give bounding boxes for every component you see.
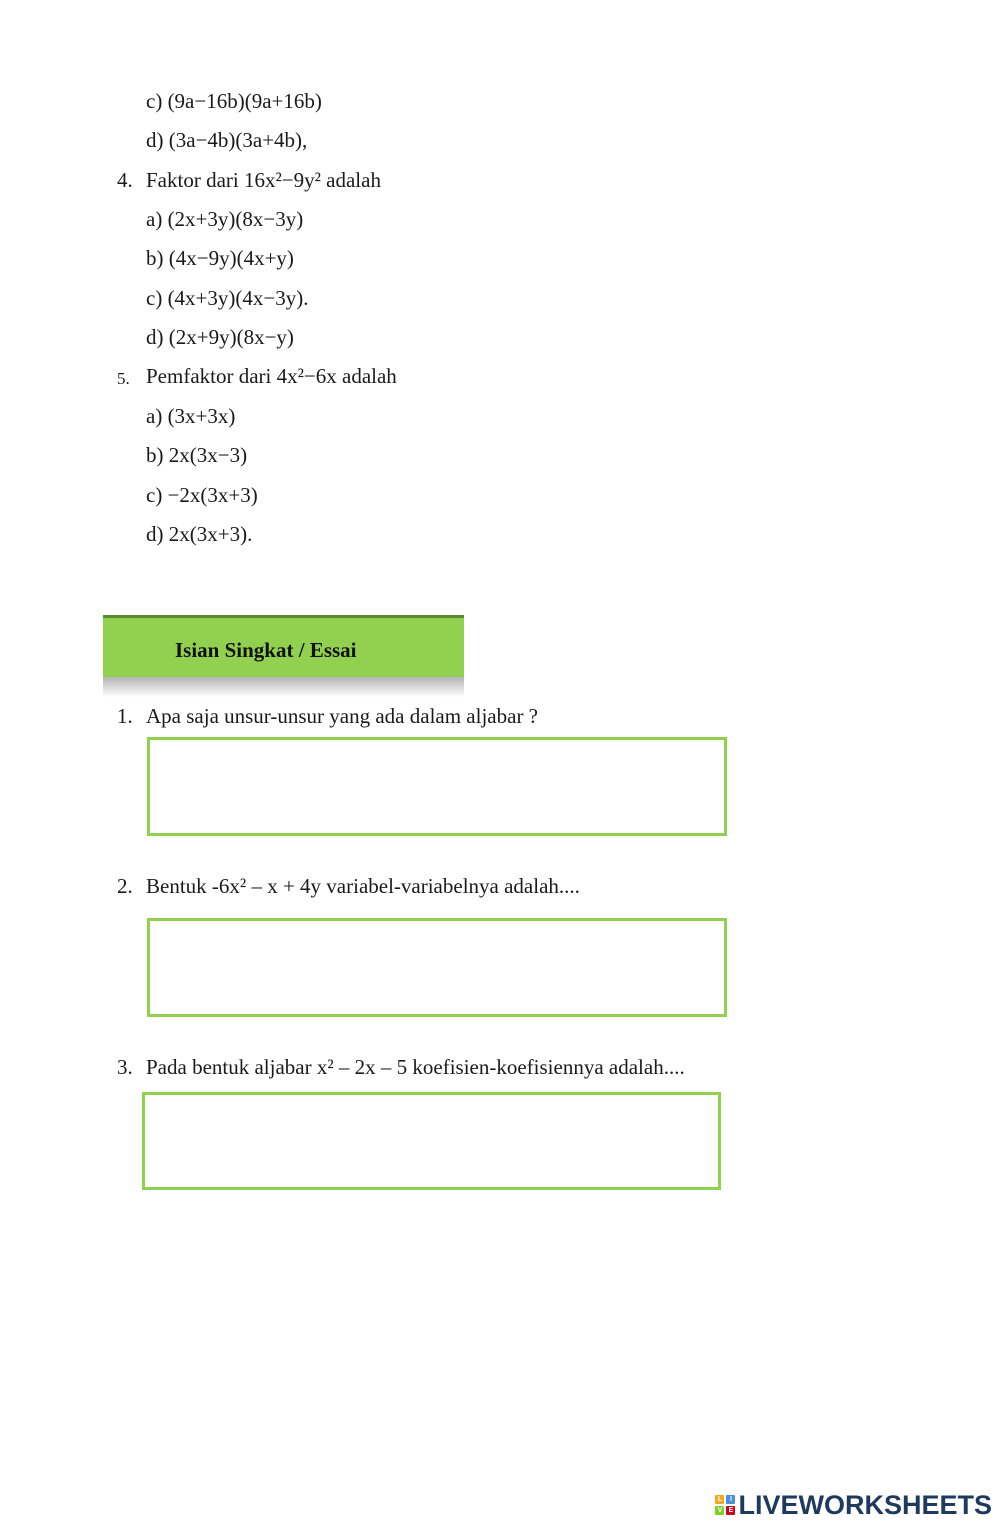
section-header-shadow [103,677,464,697]
section-title: Isian Singkat / Essai [175,638,357,662]
essay-3-answer-box[interactable] [142,1092,721,1190]
logo-letter-e: E [726,1506,735,1515]
essay-3-number: 3. [117,1055,133,1079]
q4-option-a: a) (2x+3y)(8x−3y) [146,207,304,231]
essay-1-number: 1. [117,704,133,728]
q5-text: Pemfaktor dari 4x²−6x adalah [146,364,397,388]
q4-option-c: c) (4x+3y)(4x−3y). [146,286,309,310]
logo-mark-icon [715,1495,735,1515]
logo-text: LIVEWORKSHEETS [738,1490,992,1520]
essay-2-answer-box[interactable] [147,918,727,1017]
essay-2-number: 2. [117,874,133,898]
essay-1-answer-box[interactable] [147,737,727,836]
liveworksheets-logo [715,1492,992,1518]
q5-option-b: b) 2x(3x−3) [146,443,248,467]
q4-number: 4. [117,168,133,192]
essay-2-question: Bentuk -6x² – x + 4y variabel-variabelnya adalah.... [146,874,580,898]
logo-letter-l: L [715,1495,724,1504]
logo-letter-v: V [715,1506,724,1515]
essay-3-question: Pada bentuk aljabar x² – 2x – 5 koefisien-koefisiennya adalah.... [146,1055,685,1079]
q4-text: Faktor dari 16x²−9y² adalah [146,168,381,192]
q4-option-d: d) (2x+9y)(8x−y) [146,325,294,349]
essay-1-question: Apa saja unsur-unsur yang ada dalam aljabar ? [146,704,539,728]
q3-option-d: d) (3a−4b)(3a+4b), [146,128,308,152]
q5-option-a: a) (3x+3x) [146,404,236,428]
q3-option-c: c) (9a−16b)(9a+16b) [146,89,322,113]
logo-letter-i: I [726,1495,735,1504]
q5-number: 5. [117,369,130,388]
section-header [103,615,464,677]
q4-option-b: b) (4x−9y)(4x+y) [146,246,294,270]
q5-option-d: d) 2x(3x+3). [146,522,253,546]
q5-option-c: c) −2x(3x+3) [146,483,258,507]
